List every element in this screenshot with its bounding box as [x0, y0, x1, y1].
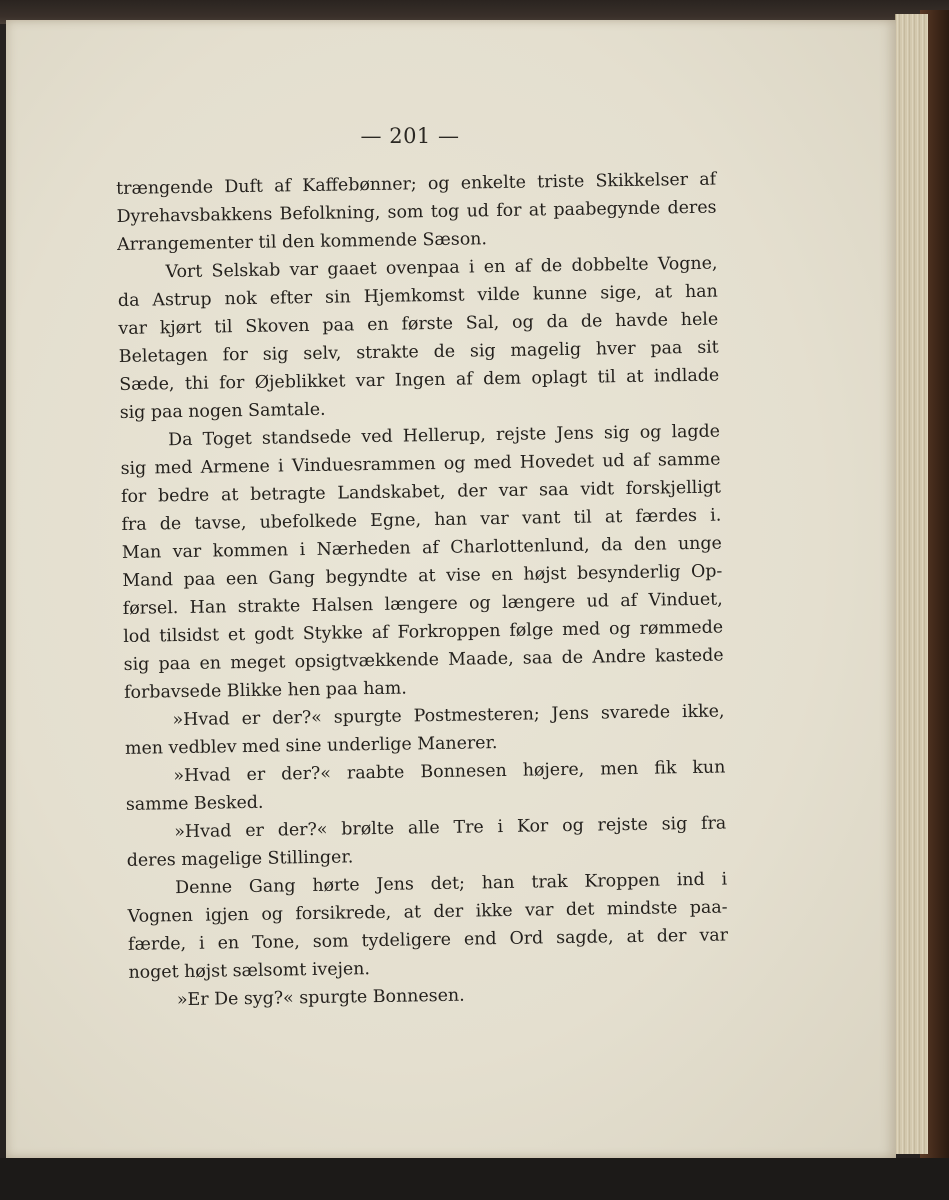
text-line: lod tilsidst et godt Stykke af Forkroppen følge med og rømmede	[123, 617, 724, 647]
text-line: deres magelige Stillinger.	[126, 847, 354, 871]
text-line: var kjørt til Skoven paa en første Sal, og da de havde hele	[118, 309, 719, 339]
text-line: trængende Duft af Kaffebønner; og enkelte triste Skikkelser af	[116, 169, 717, 199]
text-line: »Er De syg?« spurgte Bonnesen.	[176, 985, 465, 1011]
page-stack-edge	[895, 14, 928, 1154]
text-line: sig med Armene i Vinduesrammen og med Hovedet ud af samme	[120, 449, 721, 479]
body-text	[116, 166, 729, 1015]
text-line: fra de tavse, ubefolkede Egne, han var vant til at færdes i.	[121, 505, 722, 535]
text-line: Dyrehavsbakkens Befolkning, som tog ud for at paabegynde deres	[116, 197, 717, 227]
text-line: forbavsede Blikke hen paa ham.	[123, 678, 407, 703]
text-line: Da Toget standsede ved Hellerup, rejste Jens sig og lagde	[168, 421, 721, 451]
text-line: Mand paa een Gang begyndte at vise en højst besynderlig Op-	[122, 561, 723, 591]
text-line: Man var kommen i Nærheden af Charlottenlund, da den unge	[121, 533, 723, 563]
text-line: »Hvad er der?« brølte alle Tre i Kor og rejste sig fra	[174, 813, 727, 843]
text-line: færde, i en Tone, som tydeligere end Ord sagde, at der var	[127, 925, 729, 955]
text-line: »Hvad er der?« spurgte Postmesteren; Jens svarede ikke,	[172, 701, 725, 731]
text-line: men vedblev med sine underlige Manerer.	[124, 733, 498, 759]
text-line: Beletagen for sig selv, strakte de sig magelig hver paa sit	[118, 337, 719, 367]
page-number: — 201 —	[360, 124, 460, 148]
text-line: for bedre at betragte Landskabet, der var saa vidt forskjelligt	[120, 477, 722, 507]
text-line: Vognen igjen og forsikrede, at der ikke var det mindste paa-	[127, 897, 728, 927]
text-line: »Hvad er der?« raabte Bonnesen højere, men fik kun	[173, 757, 726, 787]
text-line: samme Besked.	[125, 792, 264, 815]
text-line: Denne Gang hørte Jens det; han trak Kroppen ind i	[175, 869, 728, 899]
scan-bottom-edge	[0, 1158, 949, 1200]
text-line: Arrangementer til den kommende Sæson.	[116, 229, 488, 255]
text-line: sig paa en meget opsigtvækkende Maade, saa de Andre kastede	[123, 645, 724, 675]
text-line: sig paa nogen Samtale.	[119, 399, 326, 423]
text-line: førsel. Han strakte Halsen længere og længere ud af Vinduet,	[122, 589, 723, 619]
text-line: da Astrup nok efter sin Hjemkomst vilde kunne sige, at han	[117, 281, 718, 311]
text-line: noget højst sælsomt ivejen.	[128, 959, 371, 983]
text-line: Sæde, thi for Øjeblikket var Ingen af dem oplagt til at indlade	[119, 365, 720, 395]
text-line: Vort Selskab var gaaet ovenpaa i en af de dobbelte Vogne,	[165, 253, 718, 283]
